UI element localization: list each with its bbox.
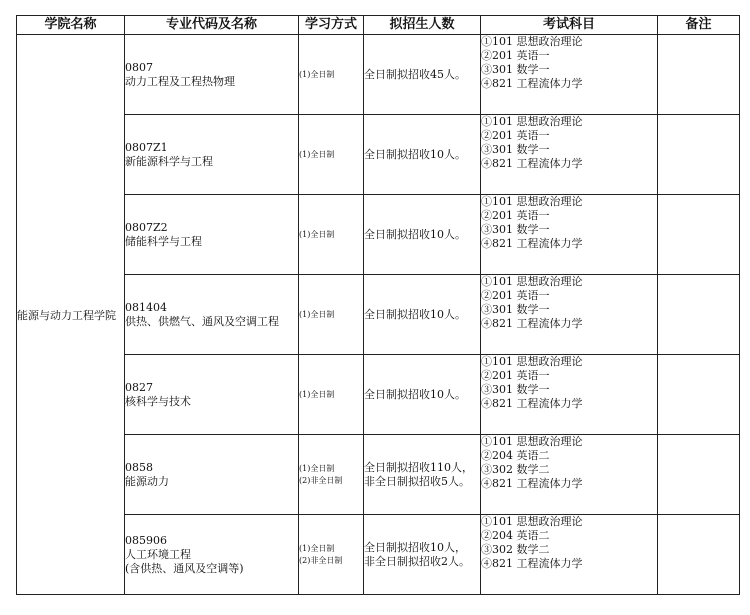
exam-subject: ②201 英语一 [481, 209, 550, 222]
study-mode: (1)全日制 [299, 543, 335, 553]
remarks-cell [658, 115, 740, 195]
study-mode-cell [299, 115, 364, 195]
study-mode-cell [299, 35, 364, 115]
quota-cell [364, 435, 481, 515]
major-code: 0807 [125, 60, 153, 74]
quota-text: 全日制拟招收45人。 [364, 67, 466, 81]
exam-subject: ③301 数学一 [481, 223, 550, 236]
exam-subject: ③302 数学二 [481, 463, 550, 476]
study-mode-cell [299, 275, 364, 355]
major-name: 动力工程及工程热物理 [125, 74, 235, 88]
exam-subjects-cell [481, 435, 658, 515]
quota-cell [364, 275, 481, 355]
quota-cell [364, 355, 481, 435]
study-mode: (1)全日制 [299, 463, 335, 473]
exam-subject: ④821 工程流体力学 [481, 317, 583, 330]
exam-subject: ①101 思想政治理论 [481, 515, 583, 528]
exam-subjects-cell [481, 195, 658, 275]
exam-subject: ①101 思想政治理论 [481, 35, 583, 48]
exam-subject: ④821 工程流体力学 [481, 157, 583, 170]
header-row [17, 16, 740, 35]
exam-subjects-cell [481, 115, 658, 195]
major-name: 新能源科学与工程 [125, 154, 213, 168]
remarks-cell [658, 355, 740, 435]
study-mode-cell [299, 515, 364, 595]
exam-subjects-cell [481, 355, 658, 435]
study-mode-cell [299, 195, 364, 275]
exam-subject: ②201 英语一 [481, 369, 550, 382]
study-mode: (2)非全日制 [299, 555, 343, 565]
study-mode: (1)全日制 [299, 389, 335, 399]
major-name: 储能科学与工程 [125, 234, 202, 248]
study-mode: (1)全日制 [299, 229, 335, 239]
exam-subject: ②201 英语一 [481, 129, 550, 142]
major-cell [125, 435, 299, 515]
study-mode-cell [299, 435, 364, 515]
remarks-cell [658, 275, 740, 355]
header-college: 学院名称 [17, 16, 125, 35]
major-name: 人工环境工程 [125, 547, 191, 561]
table-row [17, 515, 740, 595]
major-cell [125, 515, 299, 595]
remarks-cell [658, 435, 740, 515]
exam-subject: ④821 工程流体力学 [481, 397, 583, 410]
table-row [17, 275, 740, 355]
remarks-cell [658, 515, 740, 595]
exam-subject: ③301 数学一 [481, 383, 550, 396]
remarks-cell [658, 35, 740, 115]
major-cell [125, 115, 299, 195]
table-row [17, 435, 740, 515]
table-body [17, 35, 740, 595]
header-quota: 拟招生人数 [364, 16, 481, 35]
study-mode-cell [299, 355, 364, 435]
study-mode: (2)非全日制 [299, 475, 343, 485]
table-row [17, 35, 740, 115]
exam-subjects-cell [481, 515, 658, 595]
exam-subject: ④821 工程流体力学 [481, 237, 583, 250]
table-row [17, 195, 740, 275]
header-mode: 学习方式 [299, 16, 364, 35]
table-row [17, 355, 740, 435]
major-cell [125, 35, 299, 115]
remarks-cell [658, 195, 740, 275]
exam-subject: ②201 英语一 [481, 49, 550, 62]
exam-subject: ②201 英语一 [481, 289, 550, 302]
major-code: 085906 [125, 533, 167, 547]
exam-subject: ④821 工程流体力学 [481, 77, 583, 90]
quota-text: 全日制拟招收10人。 [364, 307, 466, 321]
major-cell [125, 275, 299, 355]
quota-text: 非全日制拟招收2人。 [364, 554, 470, 568]
major-cell [125, 195, 299, 275]
major-code: 0807Z1 [125, 140, 168, 154]
exam-subject: ④821 工程流体力学 [481, 557, 583, 570]
exam-subject: ③301 数学一 [481, 303, 550, 316]
major-name: 核科学与技术 [125, 394, 191, 408]
exam-subjects-cell [481, 275, 658, 355]
header-major: 专业代码及名称 [125, 16, 299, 35]
exam-subject: ③301 数学一 [481, 143, 550, 156]
quota-cell [364, 35, 481, 115]
quota-cell [364, 115, 481, 195]
header-subjects: 考试科目 [481, 16, 658, 35]
exam-subject: ①101 思想政治理论 [481, 435, 583, 448]
exam-subjects-cell [481, 35, 658, 115]
major-code: 0827 [125, 380, 153, 394]
exam-subject: ①101 思想政治理论 [481, 355, 583, 368]
exam-subject: ④821 工程流体力学 [481, 477, 583, 490]
admission-table [16, 15, 740, 595]
quota-cell [364, 195, 481, 275]
major-name: 能源动力 [125, 474, 169, 488]
quota-text: 全日制拟招收110人， [364, 460, 473, 474]
exam-subject: ③301 数学一 [481, 63, 550, 76]
quota-text: 非全日制拟招收5人。 [364, 474, 470, 488]
study-mode: (1)全日制 [299, 149, 335, 159]
exam-subject: ①101 思想政治理论 [481, 275, 583, 288]
exam-subject: ①101 思想政治理论 [481, 115, 583, 128]
college-name: 能源与动力工程学院 [17, 35, 125, 595]
quota-text: 全日制拟招收10人， [364, 540, 466, 554]
quota-text: 全日制拟招收10人。 [364, 387, 466, 401]
study-mode: (1)全日制 [299, 309, 335, 319]
exam-subject: ②204 英语二 [481, 529, 550, 542]
exam-subject: ①101 思想政治理论 [481, 195, 583, 208]
major-code: 0858 [125, 460, 153, 474]
study-mode: (1)全日制 [299, 69, 335, 79]
major-code: 081404 [125, 300, 167, 314]
quota-cell [364, 515, 481, 595]
table-row [17, 115, 740, 195]
header-remarks: 备注 [658, 16, 740, 35]
major-cell [125, 355, 299, 435]
major-name: (含供热、通风及空调等) [125, 561, 244, 575]
quota-text: 全日制拟招收10人。 [364, 147, 466, 161]
major-code: 0807Z2 [125, 220, 168, 234]
exam-subject: ③302 数学二 [481, 543, 550, 556]
exam-subject: ②204 英语二 [481, 449, 550, 462]
quota-text: 全日制拟招收10人。 [364, 227, 466, 241]
major-name: 供热、供燃气、通风及空调工程 [125, 314, 279, 328]
